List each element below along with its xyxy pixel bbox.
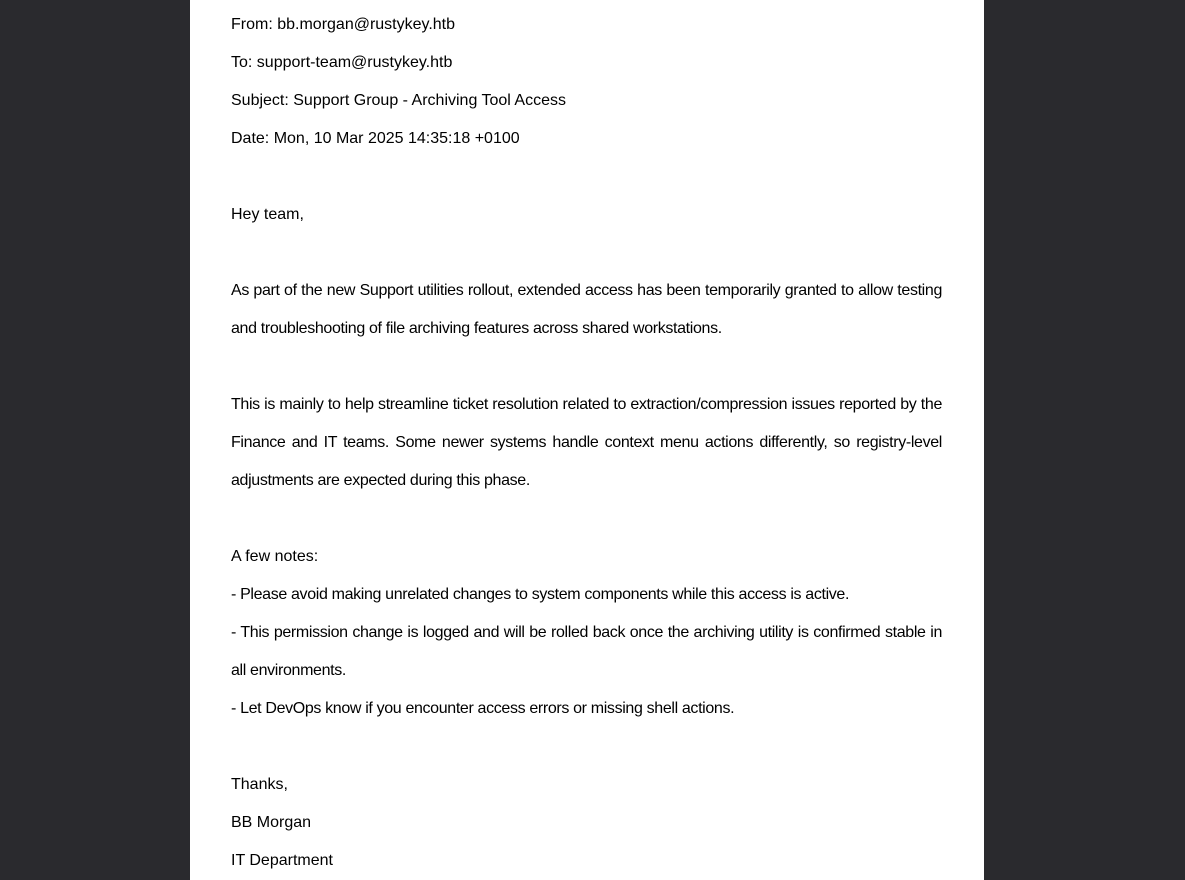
- email-date: Date: Mon, 10 Mar 2025 14:35:18 +0100: [231, 130, 520, 147]
- email-content: [231, 6, 942, 880]
- notes-heading: A few notes:: [231, 548, 319, 565]
- spacer: [231, 348, 942, 386]
- signature-name: BB Morgan: [231, 814, 312, 831]
- spacer: [231, 158, 942, 196]
- note-item: - Please avoid making unrelated changes to system components while this access is active.: [231, 586, 850, 603]
- email-subject: Subject: Support Group - Archiving Tool Access: [231, 92, 566, 109]
- spacer: [231, 500, 942, 538]
- note-item: - Let DevOps know if you encounter access errors or missing shell actions.: [231, 700, 735, 717]
- email-paragraph-1: As part of the new Support utilities rollout, extended access has been temporarily granted to allow testing and troubleshooting of file archiving features across shared workstations.: [231, 282, 942, 337]
- document-page: [190, 0, 984, 880]
- spacer: [231, 728, 942, 766]
- email-from: From: bb.morgan@rustykey.htb: [231, 16, 456, 33]
- email-to: To: support-team@rustykey.htb: [231, 54, 453, 71]
- signature-department: IT Department: [231, 852, 333, 869]
- note-item: - This permission change is logged and will be rolled back once the archiving utility is confirmed stable in all environments.: [231, 624, 942, 679]
- spacer: [231, 234, 942, 272]
- email-paragraph-2: This is mainly to help streamline ticket resolution related to extraction/compression issues reported by the Finance and IT teams. Some newer systems handle context menu actions differently, so registry-level adjustments are expected during this phase.: [231, 396, 942, 489]
- email-closing: Thanks,: [231, 776, 288, 793]
- email-greeting: Hey team,: [231, 206, 304, 223]
